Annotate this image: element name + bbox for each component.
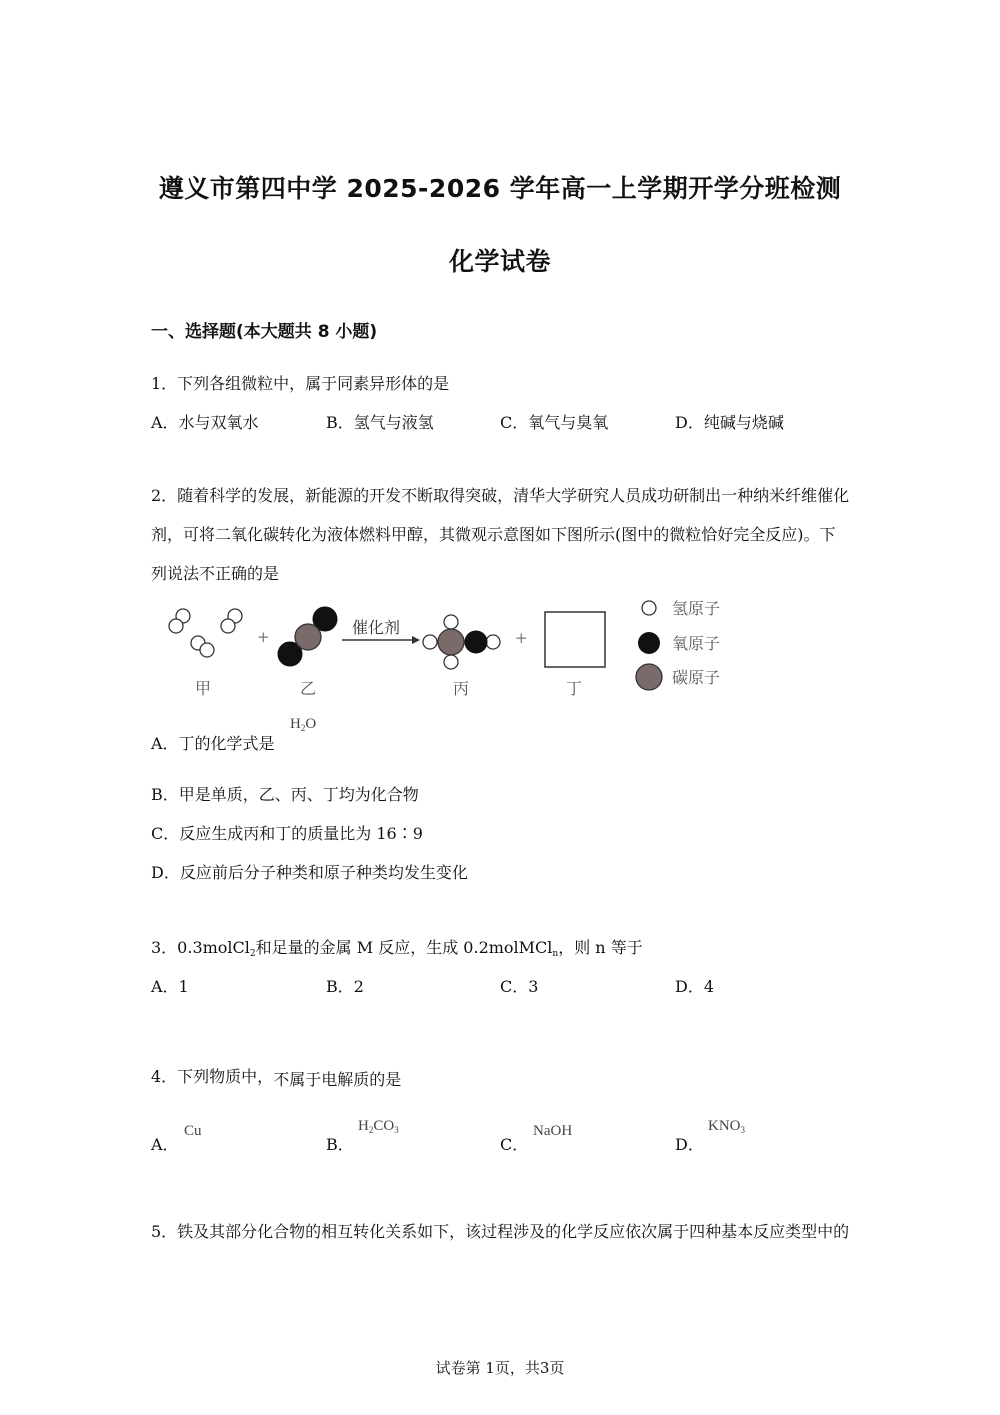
- formula-h2o: [290, 716, 316, 733]
- formula-h2co3-sub2: 3: [394, 1125, 399, 1135]
- plus-sign-1: +: [257, 628, 270, 646]
- question-5-stem: 5．铁及其部分化合物的相互转化关系如下，该过程涉及的化学反应依次属于四种基本反应类型中的: [151, 1222, 850, 1241]
- question-2-option-a: [151, 731, 275, 754]
- formula-cu: Cu: [184, 1123, 202, 1139]
- molecule-yi: [278, 607, 337, 666]
- legend-carbon: 碳原子: [672, 668, 721, 687]
- question-1-stem: 1．下列各组微粒中，属于同素异形体的是: [151, 374, 450, 393]
- question-3-option-d: D．4: [675, 977, 715, 996]
- question-4-option-a-label: A．: [151, 1135, 179, 1154]
- question-2-stem: 2．随着科学的发展，新能源的开发不断取得突破，清华大学研究人员成功研制出一种纳米纤维催化剂，可将二氧化碳转化为液体燃料甲醇，其微观示意图如下图所示(图中的微粒恰好完全反应)。下列说法不正确的是: [151, 486, 850, 583]
- q4-part2: 不属于电解质的是: [273, 1070, 402, 1089]
- label-jia: 甲: [195, 679, 212, 698]
- question-4-option-d-formula: [708, 1118, 745, 1135]
- question-4-stem: [151, 1064, 401, 1087]
- reaction-arrow-head: [412, 636, 420, 644]
- section-heading: 一、选择题(本大题共 8 小题): [151, 322, 378, 342]
- legend-hydrogen-marker: [642, 601, 656, 615]
- page-footer: 试卷第 1页，共3页: [435, 1359, 565, 1377]
- q3-part2: 和足量的金属 M 反应，生成 0.2molMCl: [255, 938, 553, 957]
- legend-oxygen: 氧原子: [672, 634, 721, 653]
- question-4-option-c-label: C．: [500, 1135, 529, 1154]
- question-4-option-b-label: B．: [326, 1135, 354, 1154]
- question-4-option-a-formula: [184, 1123, 202, 1140]
- formula-h2co3-co: CO: [373, 1118, 395, 1134]
- plus-sign-2: +: [515, 629, 528, 647]
- q3-part3: ，则 n 等于: [558, 938, 643, 957]
- label-yi: 乙: [300, 679, 317, 698]
- q3-sub1: 2: [249, 949, 256, 959]
- formula-naoh: NaOH: [533, 1123, 573, 1139]
- catalyst-label: 催化剂: [352, 618, 401, 637]
- legend-oxygen-marker: [638, 632, 660, 654]
- question-2-option-b: B．甲是单质，乙、丙、丁均为化合物: [151, 785, 419, 804]
- question-2-option-c: C．反应生成丙和丁的质量比为 16∶9: [151, 824, 423, 843]
- question-4-option-c-formula: [533, 1123, 572, 1140]
- molecule-jia: [169, 609, 242, 657]
- legend-carbon-marker: [636, 664, 662, 690]
- question-3-stem: [151, 935, 643, 959]
- exam-title-line2: 化学试卷: [448, 247, 551, 276]
- product-ding-box: [545, 612, 605, 667]
- question-4-option-b-formula: [358, 1118, 399, 1135]
- formula-h2co3-h: H: [358, 1118, 369, 1134]
- molecule-bing: [423, 615, 500, 669]
- formula-h2co3-sub1: 2: [368, 1125, 374, 1135]
- question-1-option-c: C．氧气与臭氧: [500, 413, 609, 432]
- question-3-option-a: A．1: [151, 977, 189, 996]
- question-1-option-b: B．氢气与液氢: [326, 413, 434, 432]
- formula-kno3: KNO: [708, 1118, 741, 1134]
- label-ding: 丁: [566, 679, 583, 698]
- q3-sub2: n: [552, 949, 559, 959]
- question-3-option-c: C．3: [500, 977, 539, 996]
- q4-part1: 4．下列物质中，: [151, 1067, 274, 1086]
- legend-hydrogen: 氢原子: [672, 599, 721, 618]
- formula-h2o-o: O: [305, 716, 317, 732]
- legend: [636, 599, 720, 690]
- question-4-option-d-label: D．: [675, 1135, 704, 1154]
- formula-kno3-sub: 3: [740, 1125, 745, 1135]
- formula-h2o-h: H: [290, 716, 301, 732]
- question-1-option-d: D．纯碱与烧碱: [675, 413, 784, 432]
- q3-part1: 3．0.3molCl: [151, 938, 250, 957]
- question-2-option-d: D．反应前后分子种类和原子种类均发生变化: [151, 863, 468, 882]
- formula-h2o-sub: 2: [300, 723, 306, 733]
- label-bing: 丙: [453, 679, 470, 698]
- question-1-option-a: A．水与双氧水: [151, 413, 259, 432]
- option-a-text: A．丁的化学式是: [151, 734, 275, 753]
- question-3-option-b: B．2: [326, 977, 364, 996]
- reaction-diagram: [160, 598, 740, 703]
- exam-title-line1: 遵义市第四中学 2025-2026 学年高一上学期开学分班检测: [158, 174, 842, 203]
